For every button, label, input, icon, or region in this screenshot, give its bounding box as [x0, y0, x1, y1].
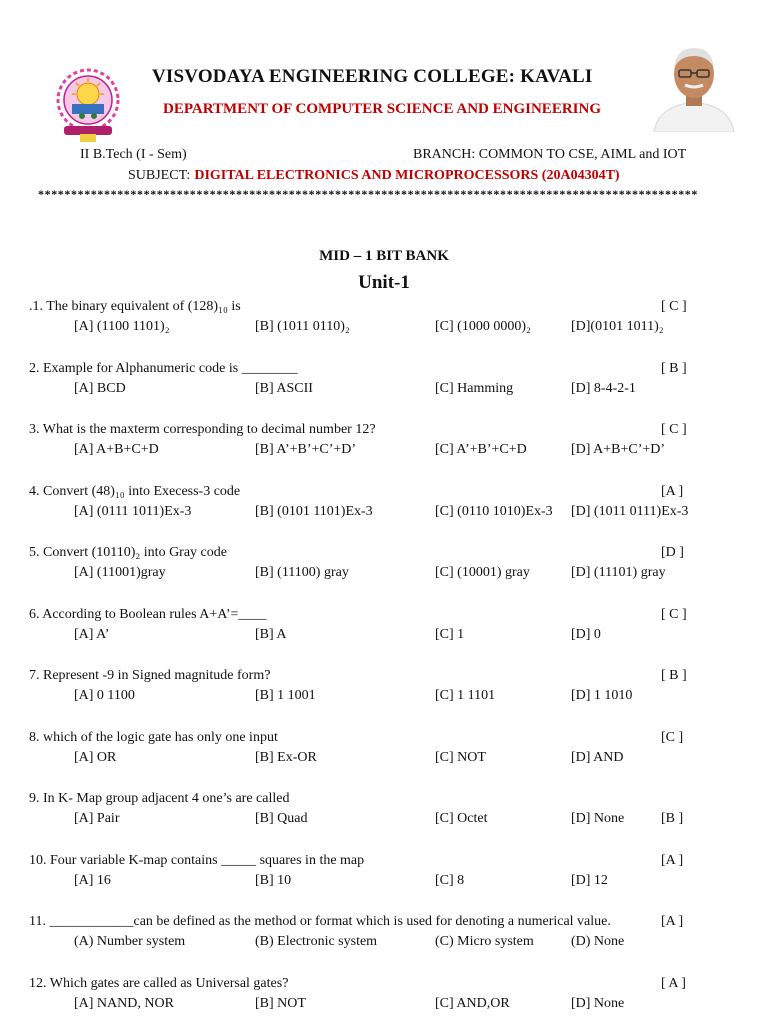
subject-value: DIGITAL ELECTRONICS AND MICROPROCESSORS (20A04304T) — [194, 168, 620, 183]
question-text: 8. which of the logic gate has only one input — [29, 730, 278, 745]
branch-info: BRANCH: COMMON TO CSE, AIML and IOT — [413, 147, 687, 162]
answer-bracket: [ B ] — [661, 361, 687, 376]
answer-bracket: [A ] — [661, 914, 684, 929]
course-info: II B.Tech (I - Sem) — [80, 147, 187, 162]
answer-bracket: [B ] — [661, 811, 684, 826]
option-a: [A] Pair — [74, 811, 120, 826]
option-b: [B] ASCII — [255, 381, 313, 396]
question-text: .1. The binary equivalent of (128)₁₀ is — [29, 299, 241, 314]
question-text: 5. Convert (10110)₂ into Gray code — [29, 545, 227, 560]
option-c: [C] (10001) gray — [435, 565, 530, 580]
option-c: [C] 1 — [435, 627, 465, 642]
subject-line — [128, 166, 620, 184]
question-text: 9. In K- Map group adjacent 4 one’s are called — [29, 791, 290, 806]
option-d: [D] 1 1010 — [571, 688, 633, 703]
answer-bracket: [A ] — [661, 853, 684, 868]
question-text: 6. According to Boolean rules A+A’=____ — [29, 607, 267, 622]
option-a: [A] A’ — [74, 627, 110, 642]
option-a: [A] (1100 1101)₂ — [74, 319, 170, 334]
option-b: [B] (1011 0110)₂ — [255, 319, 350, 334]
department-name: DEPARTMENT OF COMPUTER SCIENCE AND ENGINEERING — [163, 101, 601, 117]
option-a: [A] (0111 1011)Ex-3 — [74, 504, 192, 519]
option-c: [C] NOT — [435, 750, 486, 765]
option-b: [B] NOT — [255, 996, 306, 1011]
option-d: [D] None — [571, 811, 625, 826]
option-b: [B] (0101 1101)Ex-3 — [255, 504, 373, 519]
option-b: [B] Ex-OR — [255, 750, 317, 765]
option-d: [D] A+B+C’+D’ — [571, 442, 666, 457]
option-c: [C] Octet — [435, 811, 488, 826]
college-name: VISVODAYA ENGINEERING COLLEGE: KAVALI — [152, 66, 593, 87]
option-a: [A] BCD — [74, 381, 126, 396]
principal-photo — [648, 40, 740, 132]
question-text: 12. Which gates are called as Universal gates? — [29, 976, 289, 991]
option-b: [B] 10 — [255, 873, 292, 888]
option-a: [A] (11001)gray — [74, 565, 166, 580]
option-a: [A] 16 — [74, 873, 111, 888]
option-d: [D] 12 — [571, 873, 608, 888]
option-d: [D] None — [571, 996, 625, 1011]
question-text: 2. Example for Alphanumeric code is ________ — [29, 361, 298, 376]
option-d: [D] 0 — [571, 627, 601, 642]
option-c: [C] Hamming — [435, 381, 514, 396]
question-text: 11. ____________can be defined as the method or format which is used for denoting a numerical value. — [29, 914, 611, 929]
option-d: (D) None — [571, 934, 625, 949]
option-a: (A) Number system — [74, 934, 186, 949]
answer-bracket: [C ] — [661, 730, 684, 745]
option-c: [C] AND,OR — [435, 996, 510, 1011]
option-c: [C] A’+B’+C+D — [435, 442, 527, 457]
option-b: [B] A’+B’+C’+D’ — [255, 442, 357, 457]
answer-bracket: [ A ] — [661, 976, 686, 991]
option-d: [D](0101 1011)₂ — [571, 319, 664, 334]
option-c: (C) Micro system — [435, 934, 534, 949]
bit-bank-title: MID – 1 BIT BANK — [319, 248, 449, 264]
option-d: [D] AND — [571, 750, 624, 765]
question-text: 7. Represent -9 in Signed magnitude form? — [29, 668, 271, 683]
option-b: (B) Electronic system — [255, 934, 378, 949]
option-b: [B] Quad — [255, 811, 308, 826]
question-text: 3. What is the maxterm corresponding to decimal number 12? — [29, 422, 376, 437]
unit-title: Unit-1 — [358, 272, 410, 293]
answer-bracket: [ B ] — [661, 668, 687, 683]
option-a: [A] 0 1100 — [74, 688, 135, 703]
option-c: [C] 8 — [435, 873, 465, 888]
subject-label: SUBJECT: — [128, 168, 191, 183]
college-logo — [42, 60, 134, 144]
answer-bracket: [ C ] — [661, 607, 687, 622]
option-a: [A] A+B+C+D — [74, 442, 159, 457]
option-d: [D] (1011 0111)Ex-3 — [571, 504, 689, 519]
option-d: [D] 8-4-2-1 — [571, 381, 636, 396]
option-d: [D] (11101) gray — [571, 565, 666, 580]
option-a: [A] NAND, NOR — [74, 996, 174, 1011]
option-b: [B] 1 1001 — [255, 688, 316, 703]
question-text: 4. Convert (48)₁₀ into Execess-3 code — [29, 484, 241, 499]
answer-bracket: [ C ] — [661, 299, 687, 314]
option-c: [C] (1000 0000)₂ — [435, 319, 531, 334]
option-a: [A] OR — [74, 750, 117, 765]
answer-bracket: [ C ] — [661, 422, 687, 437]
answer-bracket: [D ] — [661, 545, 684, 560]
question-text: 10. Four variable K-map contains _____ squares in the map — [29, 853, 365, 868]
option-c: [C] (0110 1010)Ex-3 — [435, 504, 553, 519]
option-b: [B] (11100) gray — [255, 565, 349, 580]
answer-bracket: [A ] — [661, 484, 684, 499]
divider-stars: **************************************************************************************************** — [38, 187, 698, 201]
option-b: [B] A — [255, 627, 287, 642]
option-c: [C] 1 1101 — [435, 688, 496, 703]
